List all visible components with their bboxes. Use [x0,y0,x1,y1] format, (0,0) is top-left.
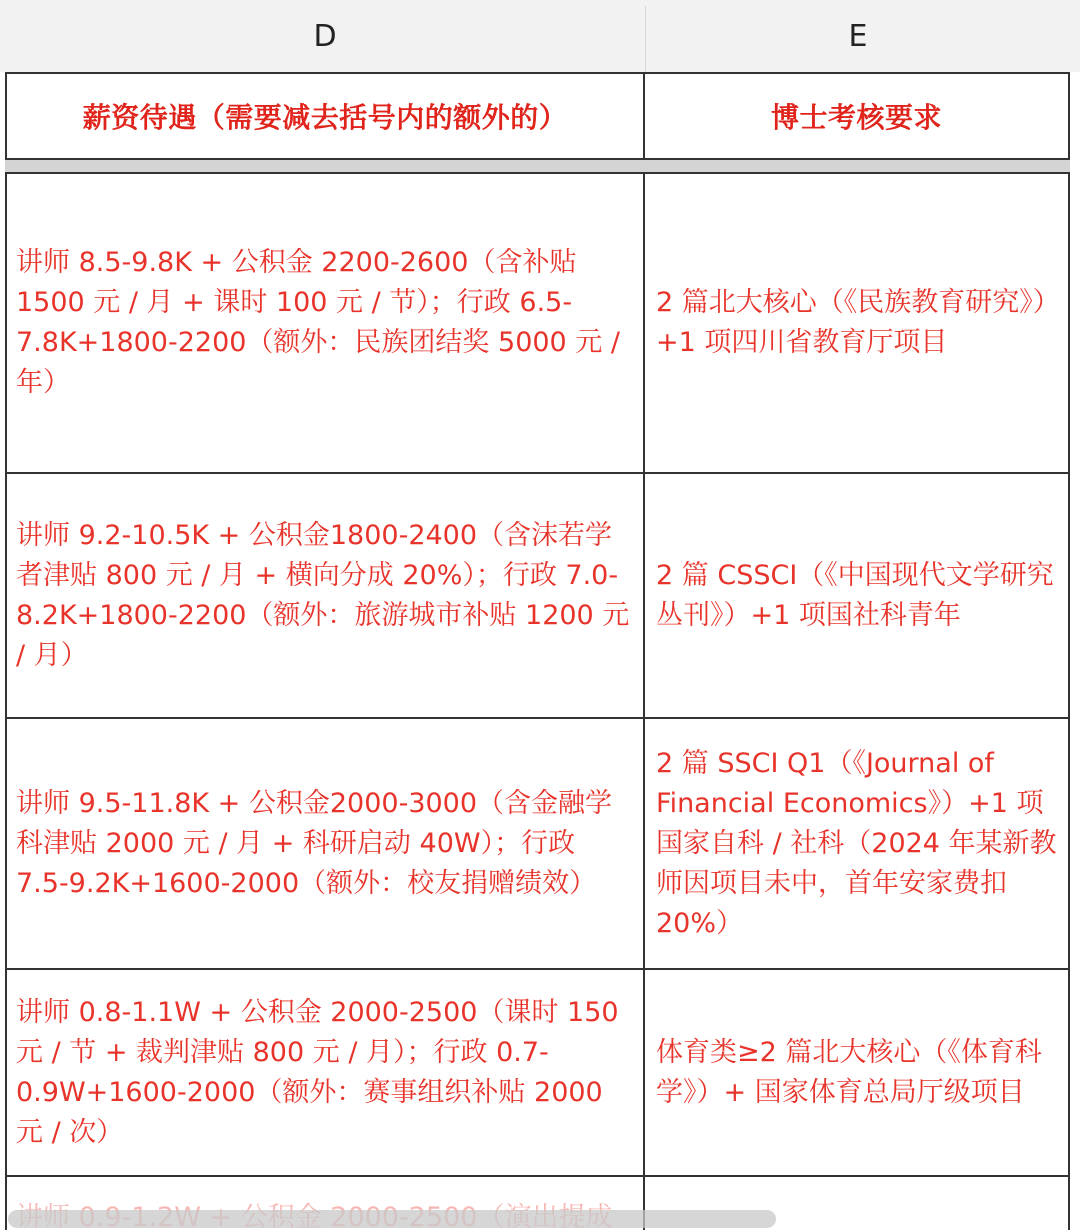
header-cell-salary[interactable]: 薪资待遇（需要减去括号内的额外的） [82,101,568,134]
column-header-e[interactable]: E [848,18,868,54]
salary-text: 讲师 9.2-10.5K + 公积金1800-2400（含沫若学者津贴 800 元 / 月 + 横向分成 20%）；行政 7.0-8.2K+1800-2200（额外：旅游城市补贴 1200 元 / 月） [16,519,630,671]
grid-line [5,172,7,1230]
requirement-cell[interactable] [656,719,1061,968]
requirement-text: 2 篇 CSSCI（《中国现代文学研究丛刊》）+1 项国社科青年 [656,559,1054,631]
horizontal-scrollbar[interactable] [8,1210,776,1228]
requirement-cell[interactable] [656,970,1061,1175]
salary-cell[interactable] [16,719,636,968]
salary-text: 讲师 9.5-11.8K + 公积金2000-3000（含金融学科津贴 2000 元 / 月 + 科研启动 40W）；行政 7.5-9.2K+1600-2000（额外：校友捐赠绩效） [16,787,613,899]
requirement-cell[interactable] [656,474,1061,717]
requirement-text: 体育类≥2 篇北大核心（《体育科学》）+ 国家体育总局厅级项目 [656,1036,1042,1108]
salary-cell[interactable] [16,174,636,472]
grid-line [1068,172,1070,1230]
grid-line [1068,72,1070,160]
requirement-text: 2 篇北大核心（《民族教育研究》）+1 项四川省教育厅项目 [656,287,1060,358]
requirement-cell[interactable] [656,174,1061,472]
grid-line [5,1175,1070,1177]
salary-text: 讲师 8.5-9.8K + 公积金 2200-2600（含补贴 1500 元 / 月 + 课时 100 元 / 节）；行政 6.5-7.8K+1800-2200（额外：民族团结奖 5000 元 / 年） [16,247,620,398]
column-header-d[interactable]: D [313,18,337,54]
salary-text: 讲师 0.8-1.1W + 公积金 2000-2500（课时 150 元 / 节 + 裁判津贴 800 元 / 月）；行政 0.7-0.9W+1600-2000（额外：赛事组织补贴 2000 元 / 次） [16,996,619,1148]
salary-cell[interactable] [16,970,636,1175]
requirement-text: 2 篇 SSCI Q1（《Journal of Financial Economics》）+1 项国家自科 / 社科（2024 年某新教师因项目未中，首年安家费扣 20%） [656,747,1057,939]
salary-cell[interactable] [16,474,636,717]
grid-line [643,172,645,1230]
header-cell-requirement[interactable]: 博士考核要求 [770,101,942,134]
freeze-pane-divider[interactable] [5,160,1070,172]
